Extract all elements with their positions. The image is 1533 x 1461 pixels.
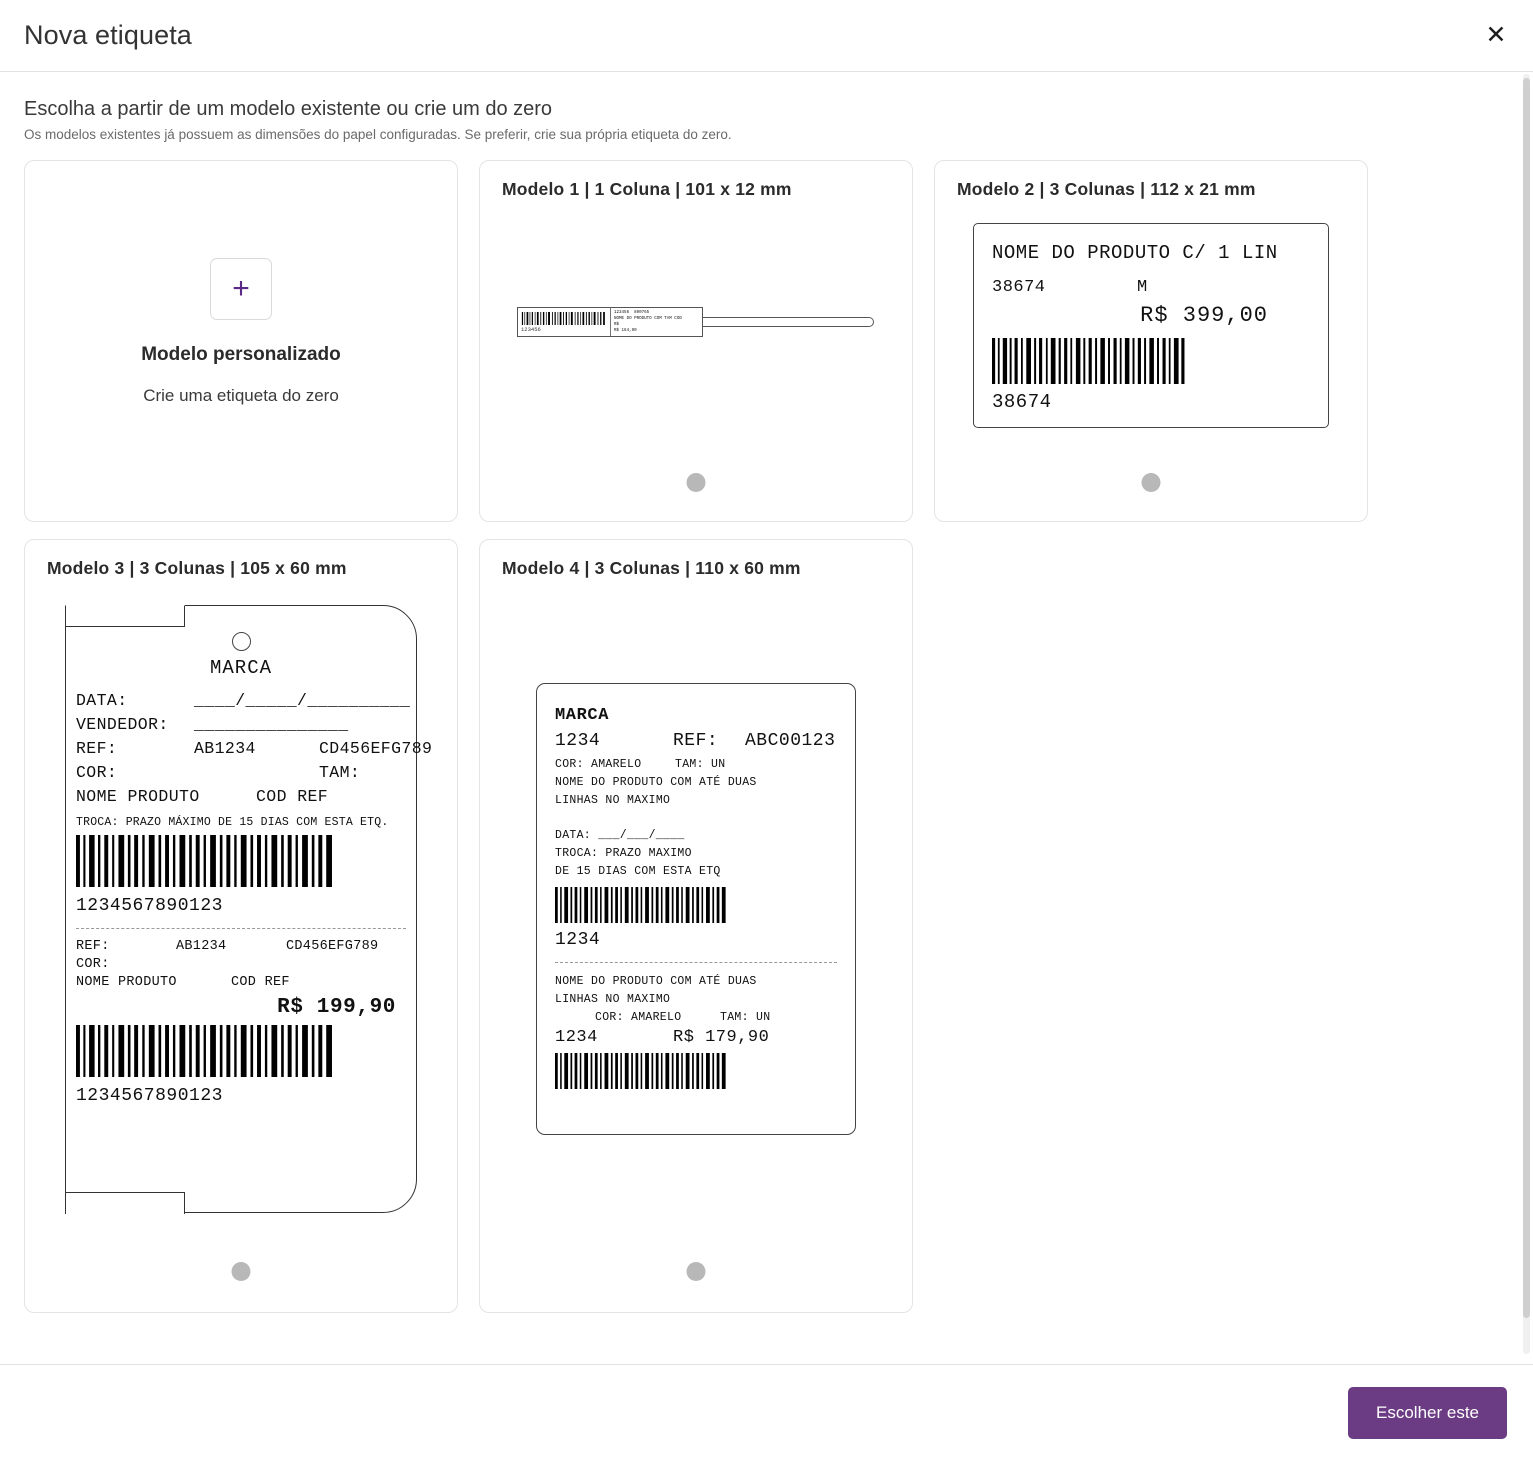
barcode-icon xyxy=(555,887,727,923)
tag2-size: M xyxy=(1137,277,1148,297)
model-card-4-radio[interactable] xyxy=(687,1262,706,1281)
tag3-bottom-barcode-number: 1234567890123 xyxy=(76,1086,223,1106)
tag4-barcode-number: 1234 xyxy=(555,929,601,950)
custom-model-subtitle: Crie uma etiqueta do zero xyxy=(143,386,339,405)
model-card-2-title: Modelo 2 | 3 Colunas | 112 x 21 mm xyxy=(957,179,1256,199)
model-card-1-radio[interactable] xyxy=(687,473,706,492)
tag4-code: 1234 xyxy=(555,731,601,751)
modal-body xyxy=(0,72,1533,1364)
tag2-product-name: NOME DO PRODUTO C/ 1 LIN xyxy=(992,241,1278,264)
barcode-icon xyxy=(76,835,338,887)
model-card-2[interactable] xyxy=(934,160,1368,522)
model-card-1[interactable] xyxy=(479,160,913,522)
model-card-3-radio[interactable] xyxy=(232,1262,251,1281)
section-subtitle: Os modelos existentes já possuem as dimensões do papel configuradas. Se preferir, crie sua própria etiqueta do zero. xyxy=(24,127,732,142)
tag3-tam-label: TAM: xyxy=(319,763,361,782)
tag3-bottom-cor-label: COR: xyxy=(76,957,110,972)
tag2-barcode-number: 38674 xyxy=(992,390,1052,413)
tag1-line4: R$ 164,90 xyxy=(614,329,637,334)
tag3-hole xyxy=(232,632,251,651)
model-card-2-preview xyxy=(935,200,1367,450)
tag3-ref-label: REF: xyxy=(76,739,118,758)
tag-strap xyxy=(702,317,874,327)
tag4-desc-2: LINHAS NO MAXIMO xyxy=(555,793,671,807)
tag4-troca-1: TROCA: PRAZO MAXIMO xyxy=(555,847,692,861)
model-card-3-title: Modelo 3 | 3 Colunas | 105 x 60 mm xyxy=(47,558,347,578)
tag3-produto-label: NOME PRODUTO xyxy=(76,787,200,806)
model-card-4-title: Modelo 4 | 3 Colunas | 110 x 60 mm xyxy=(502,558,801,578)
model-card-grid xyxy=(24,160,1509,1313)
scrollbar-thumb[interactable] xyxy=(1523,78,1530,1318)
tag4-ref-value: ABC00123 xyxy=(745,731,836,751)
page-title: Nova etiqueta xyxy=(24,20,192,50)
tag4-bottom-desc-2: LINHAS NO MAXIMO xyxy=(555,992,671,1006)
tag4-troca-2: DE 15 DIAS COM ESTA ETQ xyxy=(555,865,721,879)
tag4-data: DATA: ___/___/____ xyxy=(555,829,685,843)
custom-model-title: Modelo personalizado xyxy=(141,344,341,365)
tag1-barcode-number: 123456 xyxy=(521,325,541,333)
modal-header xyxy=(0,0,1533,72)
model-card-4-preview xyxy=(480,579,912,1239)
tag4-tam: TAM: UN xyxy=(675,758,726,771)
tag3-bottom-produto: NOME PRODUTO xyxy=(76,975,177,990)
model-card-custom[interactable] xyxy=(24,160,458,522)
tag4-bottom-cor: COR: AMARELO xyxy=(595,1010,682,1024)
tag3-notch-top xyxy=(65,605,185,627)
tag4-divider xyxy=(555,962,837,963)
tag1-line1: 123456 xyxy=(614,311,630,315)
model-card-3-preview xyxy=(25,579,457,1239)
plus-icon[interactable]: + xyxy=(210,258,272,320)
barcode-icon xyxy=(76,1025,338,1077)
tag3-ref-value: AB1234 xyxy=(194,739,256,758)
tag3-divider xyxy=(76,928,406,929)
tag1-line2: NOME DO PRODUTO COM TAM COD xyxy=(614,317,682,322)
tag3-bottom-ref-value: AB1234 xyxy=(176,939,227,954)
tag4-bottom-code: 1234 xyxy=(555,1028,598,1048)
tag1-line3: R$ xyxy=(614,323,620,328)
tag3-vendedor-label: VENDEDOR: xyxy=(76,715,169,734)
tag4-brand: MARCA xyxy=(555,706,610,725)
tag4-bottom-price: R$ 179,90 xyxy=(673,1028,770,1048)
tag3-bottom-codref: COD REF xyxy=(231,975,290,990)
tag3-data-value: ____/_____/__________ xyxy=(194,691,411,710)
tag3-price: R$ 199,90 xyxy=(277,996,396,1019)
barcode-icon xyxy=(555,1053,727,1089)
choose-this-button[interactable]: Escolher este xyxy=(1348,1387,1507,1439)
tag2-code: 38674 xyxy=(992,277,1046,297)
tag3-vendedor-value: _______________ xyxy=(194,715,349,734)
tag3-bottom-ref-code: CD456EFG789 xyxy=(286,939,379,954)
model-card-1-preview xyxy=(480,200,912,450)
tag1-line1b: 890765 xyxy=(634,311,650,315)
close-icon[interactable]: ✕ xyxy=(1481,21,1511,51)
model-card-3[interactable] xyxy=(24,539,458,1313)
tag4-bottom-tam: TAM: UN xyxy=(720,1010,771,1024)
tag3-data-label: DATA: xyxy=(76,691,128,710)
tag3-codref-label: COD REF xyxy=(256,787,329,806)
model-card-2-radio[interactable] xyxy=(1142,473,1161,492)
tag2-price: R$ 399,00 xyxy=(1140,302,1268,328)
tag4-bottom-desc-1: NOME DO PRODUTO COM ATÉ DUAS xyxy=(555,974,757,988)
model-card-1-title: Modelo 1 | 1 Coluna | 101 x 12 mm xyxy=(502,179,792,199)
barcode-icon xyxy=(992,338,1188,384)
tag4-desc-1: NOME DO PRODUTO COM ATÉ DUAS xyxy=(555,775,757,789)
model-card-4[interactable] xyxy=(479,539,913,1313)
barcode-icon xyxy=(521,312,607,325)
tag3-notch-bottom xyxy=(65,1192,185,1214)
tag3-ref-code: CD456EFG789 xyxy=(319,739,433,758)
tag3-bottom-ref-label: REF: xyxy=(76,939,110,954)
tag3-barcode-number: 1234567890123 xyxy=(76,896,223,916)
tag3-troca: TROCA: PRAZO MÁXIMO DE 15 DIAS COM ESTA ETQ. xyxy=(76,816,389,829)
modal-footer xyxy=(0,1364,1533,1461)
section-title: Escolha a partir de um modelo existente ou crie um do zero xyxy=(24,98,553,120)
tag4-cor: COR: AMARELO xyxy=(555,758,642,771)
tag4-ref-label: REF: xyxy=(673,731,719,751)
tag3-cor-label: COR: xyxy=(76,763,118,782)
tag3-brand: MARCA xyxy=(209,657,272,679)
